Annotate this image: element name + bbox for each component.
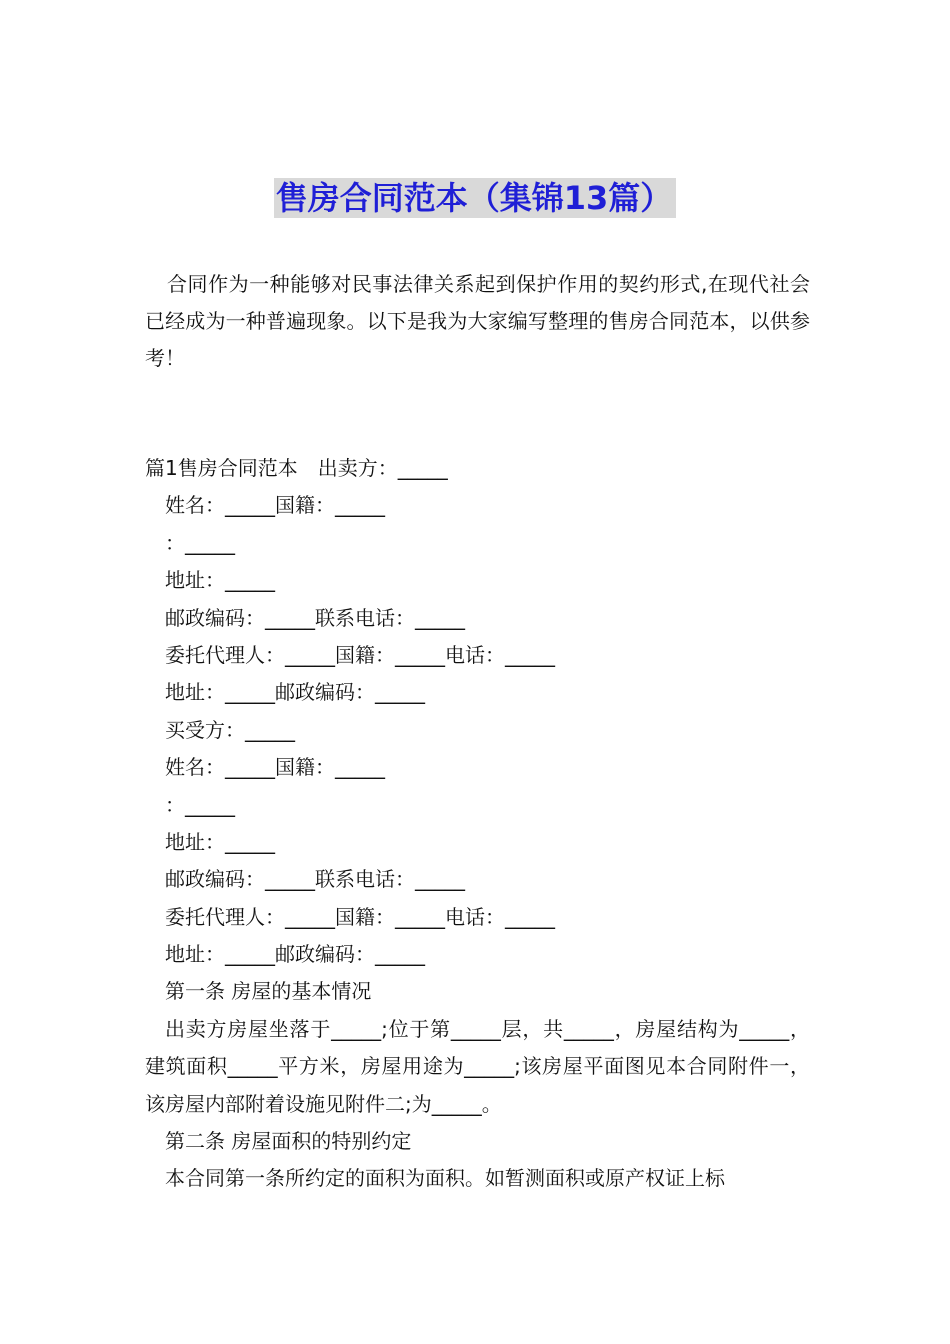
document-title: 售房合同范本（集锦13篇）	[274, 178, 677, 218]
buyer-blank-line: ：_____	[165, 792, 235, 817]
article2-heading: 第二条 房屋面积的特别约定	[165, 1129, 412, 1154]
buyer-agent-line: 委托代理人：_____国籍：_____电话：_____	[165, 904, 555, 929]
title-container	[0, 178, 950, 218]
buyer-address-line: 地址：_____	[165, 829, 275, 854]
article1-heading: 第一条 房屋的基本情况	[165, 979, 372, 1004]
buyer-line: 买受方：_____	[165, 717, 295, 742]
seller-blank-line: ：_____	[165, 530, 235, 555]
buyer-name-line: 姓名：_____国籍：_____	[165, 755, 385, 780]
intro-paragraph: 合同作为一种能够对民事法律关系起到保护作用的契约形式,在现代社会已经成为一种普遍现象。以下是我为大家编写整理的售房合同范本，以供参考！	[145, 272, 810, 370]
buyer-agent-address-line: 地址：_____邮政编码：_____	[165, 942, 425, 967]
article2-body: 本合同第一条所约定的面积为面积。如暂测面积或原产权证上标	[165, 1166, 725, 1191]
contract-body	[145, 450, 810, 1198]
seller-name-line: 姓名：_____国籍：_____	[165, 493, 385, 518]
article1-body: 出卖方房屋坐落于_____;位于第_____层，共_____，房屋结构为_____，建筑面积_____平方米，房屋用途为_____;该房屋平面图见本合同附件一，该房屋内部附着设施见附件二;为_____。	[145, 1016, 810, 1116]
seller-agent-address-line: 地址：_____邮政编码：_____	[165, 680, 425, 705]
buyer-postcode-line: 邮政编码：_____联系电话：_____	[165, 867, 465, 892]
section-heading: 篇1售房合同范本 出卖方：_____	[145, 456, 448, 480]
seller-address-line: 地址：_____	[165, 568, 275, 593]
seller-postcode-line: 邮政编码：_____联系电话：_____	[165, 605, 465, 630]
seller-agent-line: 委托代理人：_____国籍：_____电话：_____	[165, 642, 555, 667]
